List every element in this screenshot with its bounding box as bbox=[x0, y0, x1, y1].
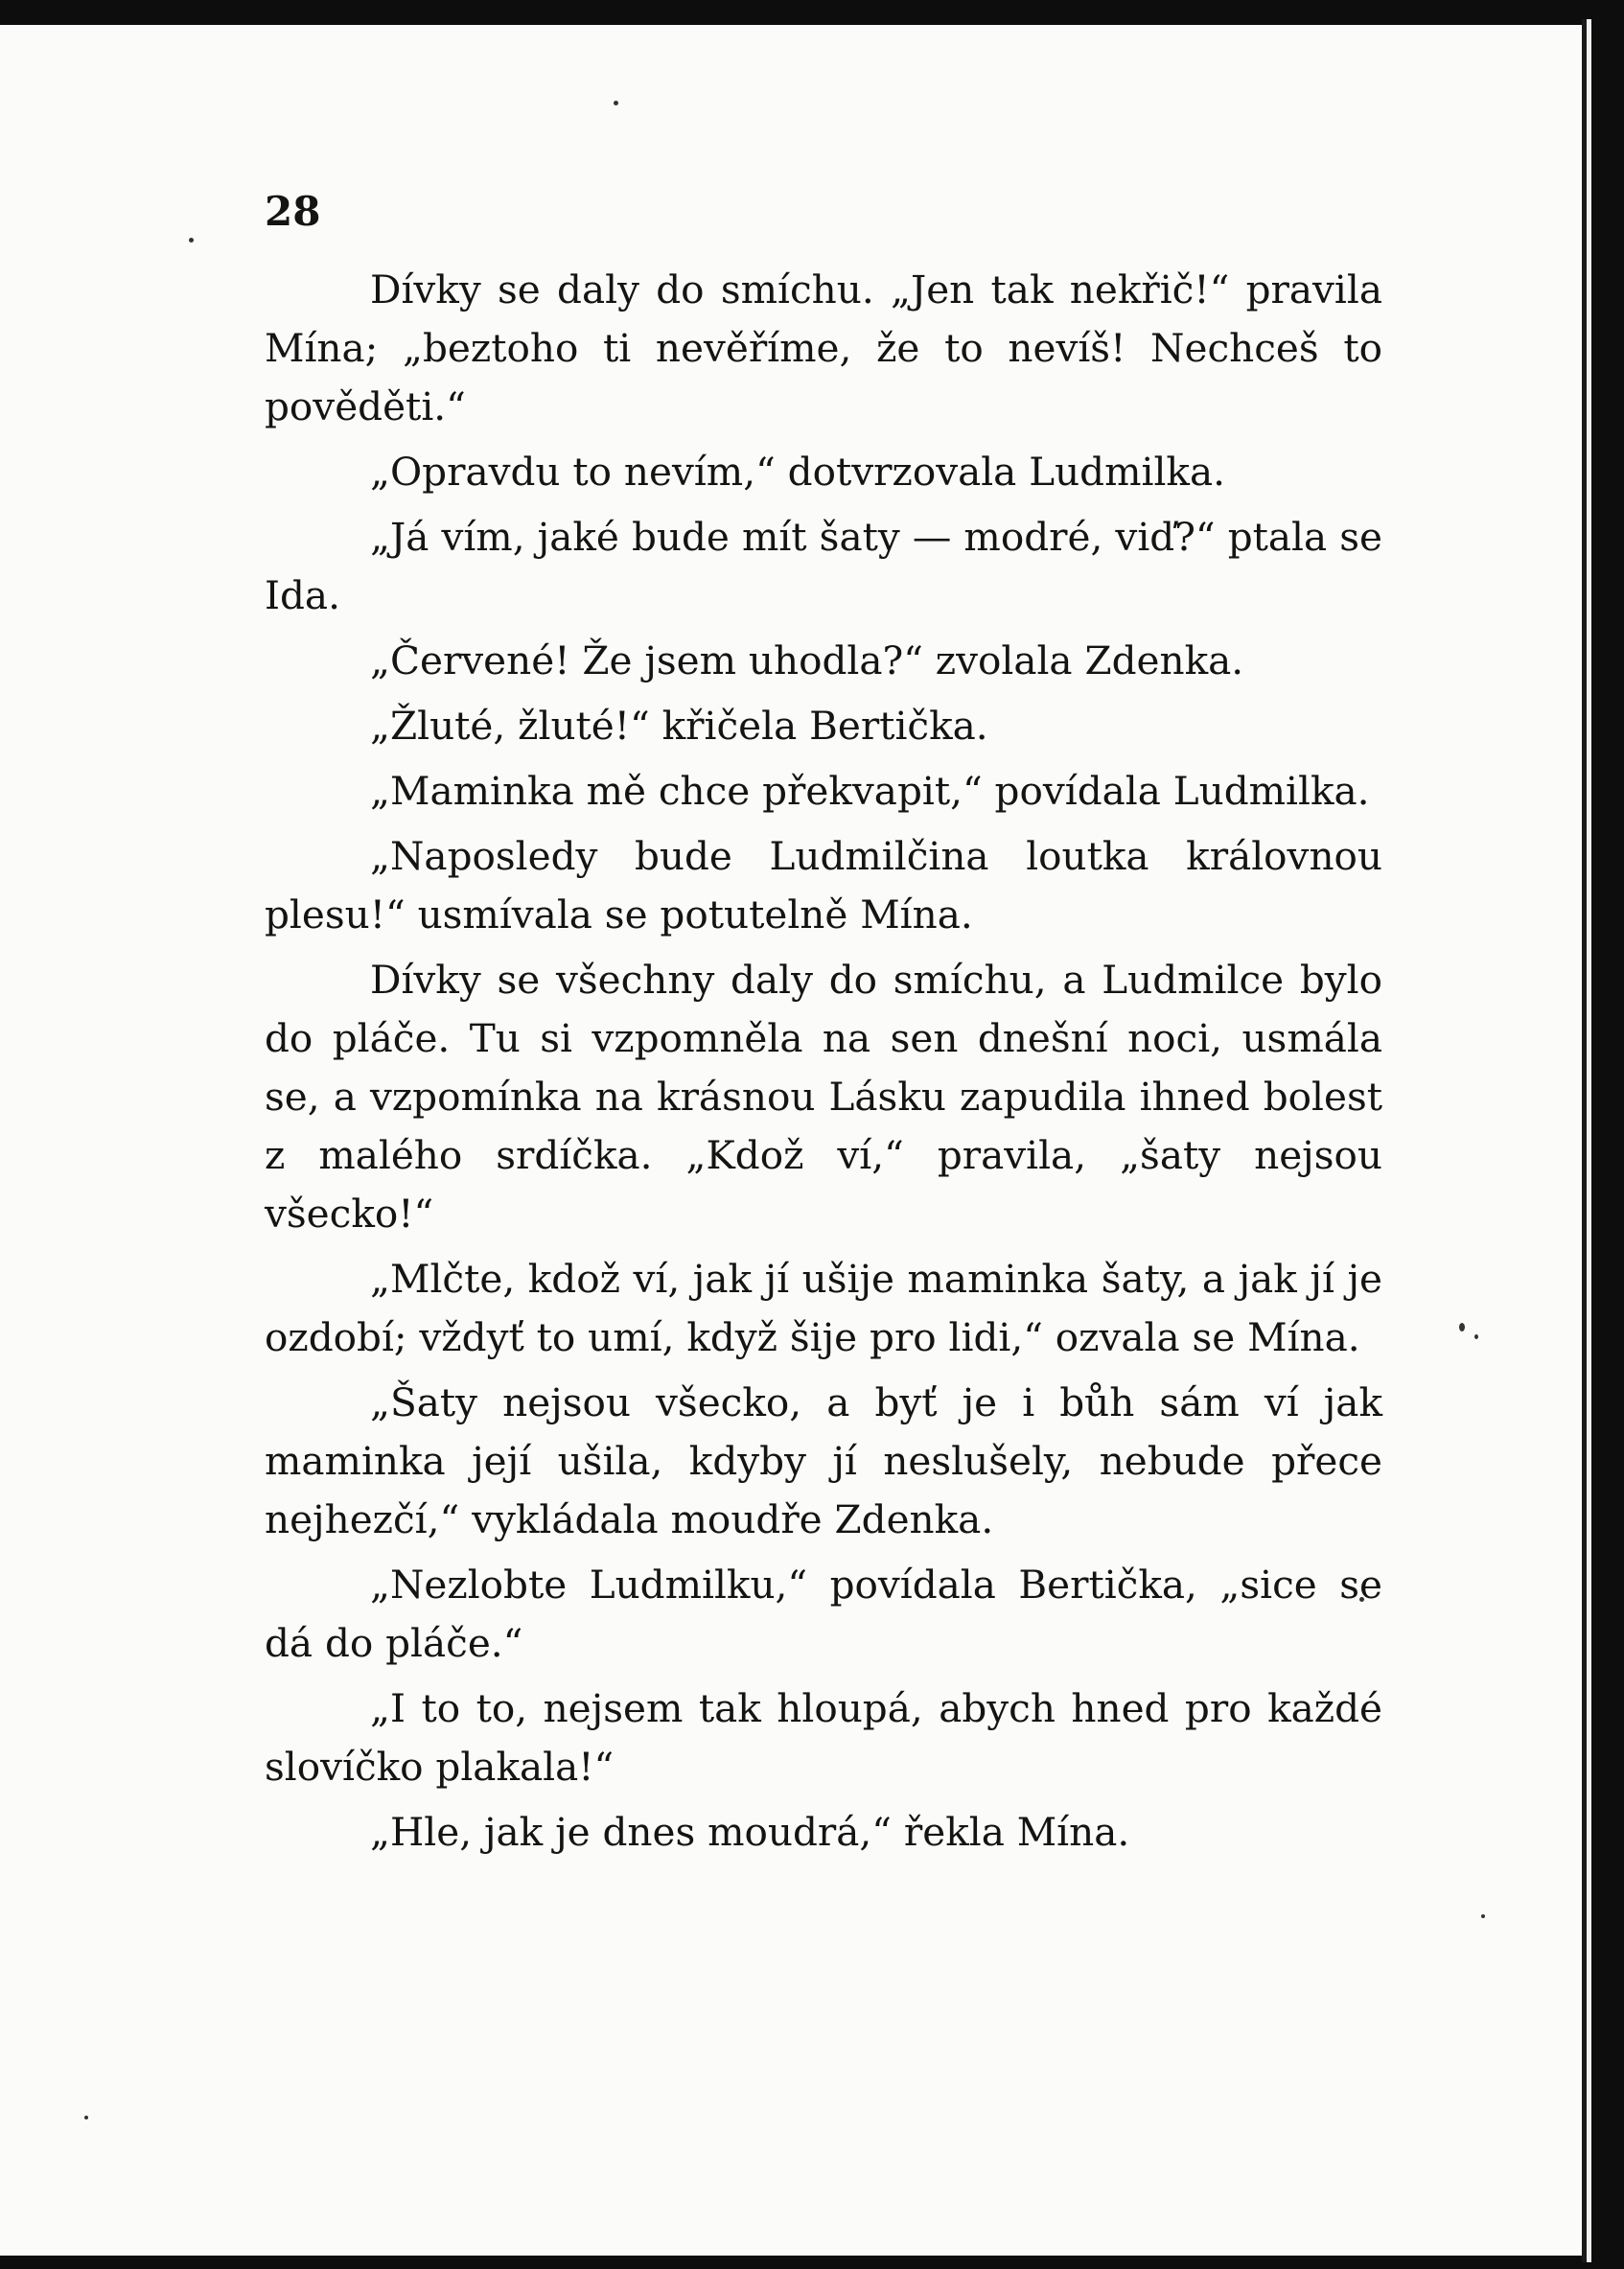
scan-speck bbox=[614, 101, 618, 105]
paragraph: „Hle, jak je dnes moudrá,“ řekla Mína. bbox=[370, 1809, 1130, 1855]
paragraph: „Žluté, žluté!“ křičela Bertička. bbox=[370, 703, 988, 749]
scan-speck bbox=[1459, 1323, 1465, 1331]
paragraph: „Červené! Že jsem uhodla?“ zvolala Zdenka. bbox=[370, 637, 1244, 683]
paragraph: „Nezlobte Ludmilku,“ povídala Bertička, „sice se dá do pláče.“ bbox=[265, 1562, 1382, 1666]
paragraph: Dívky se daly do smíchu. „Jen tak nekřič!“ pravila Mína; „beztoho ti nevěříme, že to nevíš! Nechceš to pověděti.“ bbox=[265, 266, 1382, 429]
scan-speck bbox=[84, 2116, 88, 2119]
paragraph: „Maminka mě chce překvapit,“ povídala Ludmilka. bbox=[370, 768, 1370, 814]
scan-border-top bbox=[0, 0, 1624, 25]
paragraph: „Opravdu to nevím,“ dotvrzovala Ludmilka. bbox=[370, 449, 1225, 495]
scan-speck bbox=[1481, 1914, 1485, 1918]
paragraph: „Naposledy bude Ludmilčina loutka královnou plesu!“ usmívala se potutelně Mína. bbox=[265, 833, 1382, 938]
scan-border-bottom bbox=[0, 2256, 1624, 2269]
scan-speck bbox=[1474, 1334, 1478, 1339]
paragraph: „Já vím, jaké bude mít šaty — modré, viď?“ ptala se Ida. bbox=[265, 514, 1382, 618]
paragraph: „Šaty nejsou všecko, a byť je i bůh sám ví jak maminka její ušila, kdyby jí neslušely, nebude přece nejhezčí,“ vykládala moudře Zdenka. bbox=[265, 1379, 1382, 1542]
scan-border-right bbox=[1591, 0, 1624, 2269]
scan-speck bbox=[189, 238, 194, 243]
page-edge-line bbox=[1582, 19, 1587, 2262]
paragraph: „I to to, nejsem tak hloupá, abych hned pro každé slovíčko plakala!“ bbox=[265, 1685, 1382, 1790]
page-edge-gap bbox=[1587, 19, 1591, 2262]
body-text bbox=[265, 261, 1382, 1868]
paragraph: „Mlčte, kdož ví, jak jí ušije maminka šaty, a jak jí je ozdobí; vždyť to umí, když šije pro lidi,“ ozvala se Mína. bbox=[265, 1256, 1382, 1360]
page-number: 28 bbox=[265, 188, 321, 235]
paragraph: Dívky se všechny daly do smíchu, a Ludmilce bylo do pláče. Tu si vzpomněla na sen dnešní noci, usmála se, a vzpomínka na krásnou Lásku zapudila ihned bolest z malého srdíčka. „Kdož ví,“ pravila, „šaty nejsou všecko!“ bbox=[265, 957, 1382, 1237]
